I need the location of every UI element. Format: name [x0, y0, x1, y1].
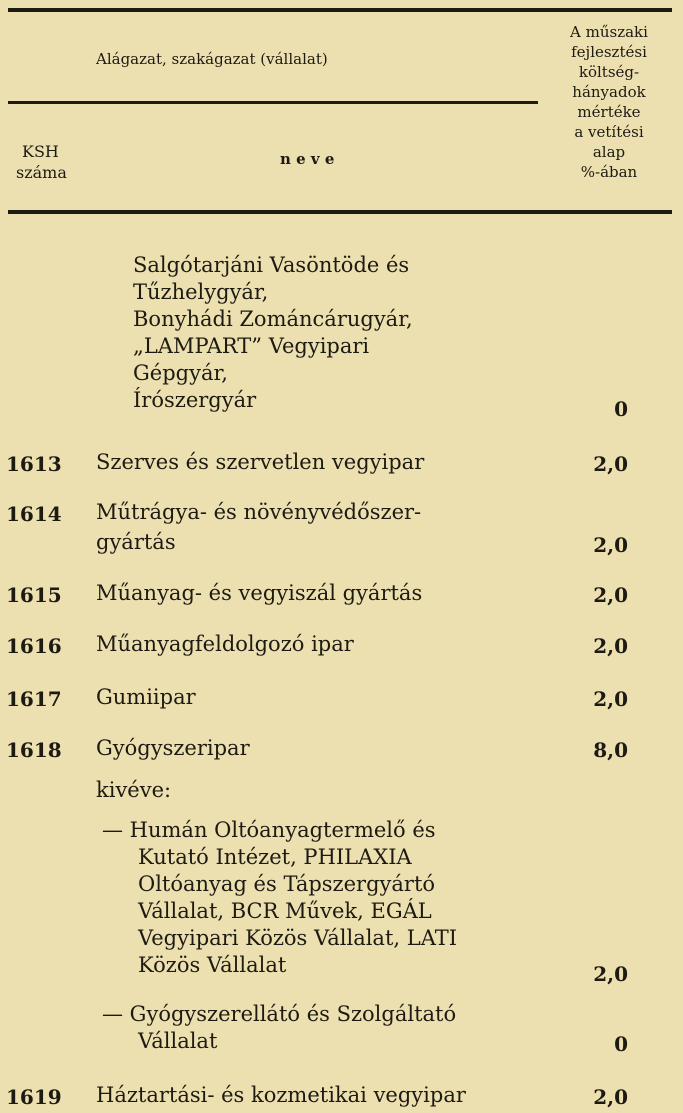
table-row: [133, 252, 413, 414]
row-text-line: Gépgyár,: [133, 361, 228, 385]
row-value: 2,0: [593, 533, 628, 557]
header-right-line: költség-: [578, 63, 640, 81]
header-right-line: hányadok: [572, 83, 646, 101]
row-code: 1616: [6, 634, 62, 658]
ksh-label-line1: KSH: [22, 142, 59, 161]
row-code: 1613: [6, 452, 62, 476]
row-text-line: „LAMPART” Vegyipari: [133, 334, 370, 358]
row-text-line: Bonyhádi Zománcárugyár,: [133, 307, 413, 331]
row-code: 1615: [6, 583, 62, 607]
row-text-line: Gumiipar: [96, 685, 196, 709]
row-text-line: Oltóanyag és Tápszergyártó: [138, 872, 436, 896]
header-right-line: alap: [592, 143, 626, 161]
row-code: 1614: [6, 502, 62, 526]
top-rule: [8, 8, 672, 12]
table-row: [102, 817, 457, 979]
header-right-line: A műszaki: [570, 23, 648, 41]
ksh-label-line2: száma: [16, 163, 67, 182]
row-text-line: Műanyag- és vegyiszál gyártás: [96, 581, 423, 605]
row-value: 2,0: [593, 687, 628, 711]
row-value: 0: [614, 1032, 628, 1056]
row-value: 2,0: [593, 962, 628, 986]
row-text-line: Vállalat: [138, 1029, 218, 1053]
row-value: 2,0: [593, 1085, 628, 1109]
row-text-line: Kutató Intézet, PHILAXIA: [138, 845, 412, 869]
header-right-line: fejlesztési: [571, 43, 647, 61]
row-code: 1619: [6, 1085, 62, 1109]
header-right-line: mértéke: [577, 103, 641, 121]
row-text-line: Vállalat, BCR Művek, EGÁL: [138, 899, 432, 923]
row-text-line: Tűzhelygyár,: [133, 280, 269, 304]
table-row: [102, 1001, 456, 1055]
cost-share-header: [538, 22, 680, 182]
row-text-line: Salgótarjáni Vasöntöde és: [133, 253, 410, 277]
header-right-line: %-ában: [580, 163, 638, 181]
row-text-line: Műtrágya- és növényvédőszer-: [96, 500, 422, 524]
row-text-line: kivéve:: [96, 778, 172, 802]
row-text-line: Gyógyszeripar: [96, 736, 250, 760]
header-mid-rule: [8, 101, 538, 104]
row-text-line: — Humán Oltóanyagtermelő és: [102, 818, 436, 842]
row-value: 0: [614, 397, 628, 421]
row-value: 8,0: [593, 738, 628, 762]
row-text-line: gyártás: [96, 530, 176, 554]
row-text-line: Közös Vállalat: [138, 953, 287, 977]
row-value: 2,0: [593, 452, 628, 476]
row-code: 1617: [6, 687, 62, 711]
row-text-line: Szerves és szervetlen vegyipar: [96, 450, 425, 474]
row-code: 1618: [6, 738, 62, 762]
neve-label: n e v e: [280, 150, 335, 168]
row-text-line: Írószergyár: [133, 388, 257, 412]
row-value: 2,0: [593, 634, 628, 658]
row-text-line: Vegyipari Közös Vállalat, LATI: [138, 926, 458, 950]
row-value: 2,0: [593, 583, 628, 607]
row-text-line: — Gyógyszerellátó és Szolgáltató: [102, 1002, 457, 1026]
header-right-line: a vetítési: [574, 123, 644, 141]
column-title: Alágazat, szakágazat (vállalat): [96, 50, 328, 68]
row-text-line: Műanyagfeldolgozó ipar: [96, 632, 354, 656]
row-text-line: Háztartási- és kozmetikai vegyipar: [96, 1083, 466, 1107]
header-bottom-rule: [8, 210, 672, 214]
